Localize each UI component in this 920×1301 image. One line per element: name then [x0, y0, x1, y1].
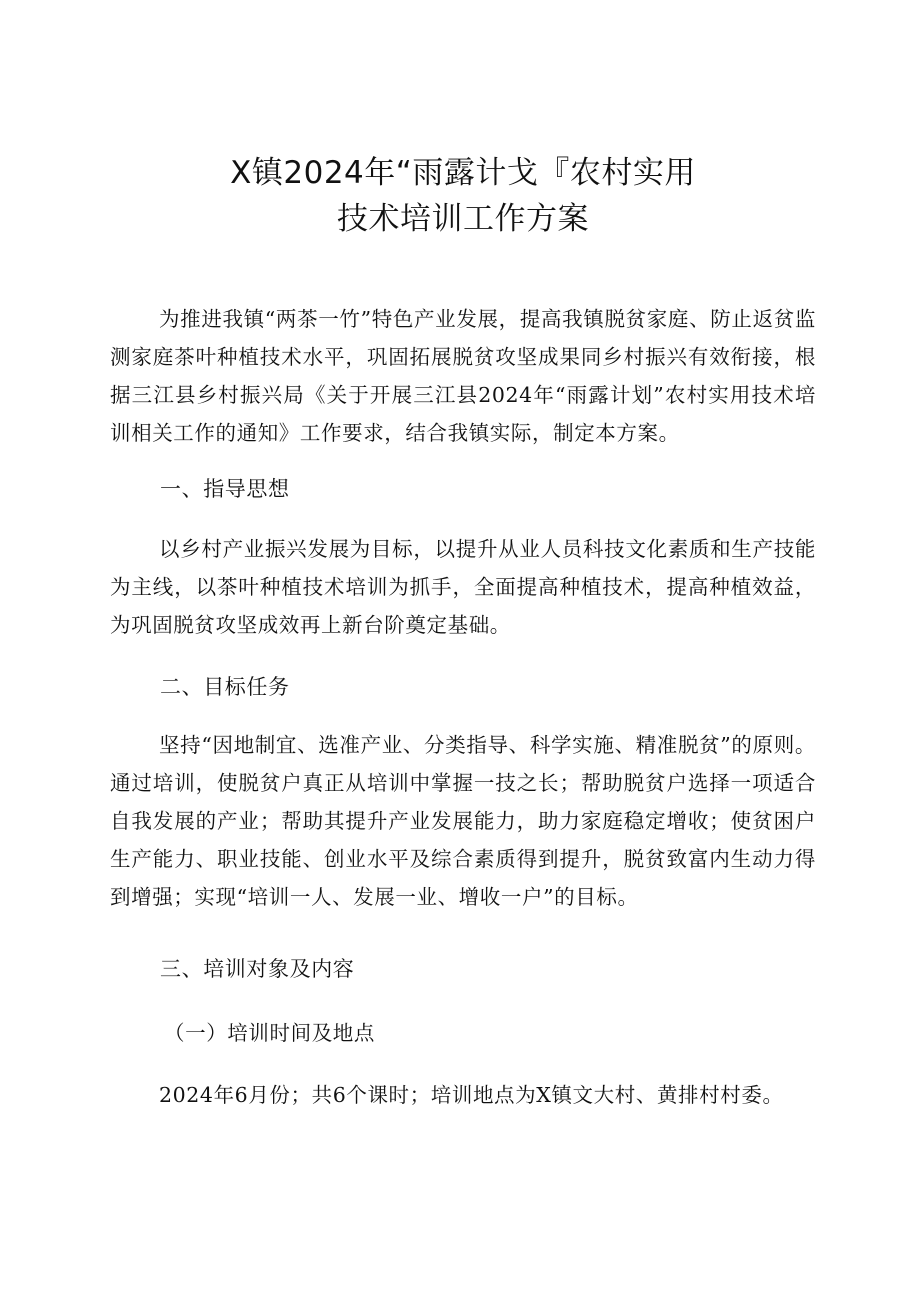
subsection-heading-time-place: （一）培训时间及地点: [164, 1021, 375, 1045]
subsection-paragraph-time-place: 2024年6月份；共6个课时；培训地点为X镇文大村、黄排村村委。: [159, 1083, 784, 1107]
section-heading-guiding-ideology: 一、指导思想: [160, 477, 290, 501]
section-paragraph-guiding-ideology: 以乡村产业振兴发展为目标，以提升从业人员科技文化素质和生产技能为主线，以茶叶种植技术培训为抓手，全面提高种植技术，提高种植效益，为巩固脱贫攻坚成效再上新台阶奠定基础。: [110, 537, 816, 637]
title-line-2: 技术培训工作方案: [337, 201, 589, 237]
section-heading-training-targets: 三、培训对象及内容: [160, 957, 355, 981]
section-paragraph-objectives: 坚持“因地制宜、选准产业、分类指导、科学实施、精准脱贫”的原则。通过培训，使脱贫户真正从培训中掌握一技之长；帮助脱贫户选择一项适合自我发展的产业；帮助其提升产业发展能力，助力家庭稳定增收；使贫困户生产能力、职业技能、创业水平及综合素质得到提升，脱贫致富内生动力得到增强；实现“培训一人、发展一业、增收一户”的目标。: [110, 733, 816, 909]
intro-paragraph: 为推进我镇“两茶一竹”特色产业发展，提高我镇脱贫家庭、防止返贫监测家庭茶叶种植技术水平，巩固拓展脱贫攻坚成果同乡村振兴有效衔接，根据三江县乡村振兴局《关于开展三江县2024年“雨露计划”农村实用技术培训相关工作的通知》工作要求，结合我镇实际，制定本方案。: [110, 307, 816, 445]
title-line-1: X镇2024年“雨露计戈『农村实用: [230, 155, 696, 191]
section-heading-objectives: 二、目标任务: [160, 675, 290, 699]
document-title: [110, 150, 816, 242]
